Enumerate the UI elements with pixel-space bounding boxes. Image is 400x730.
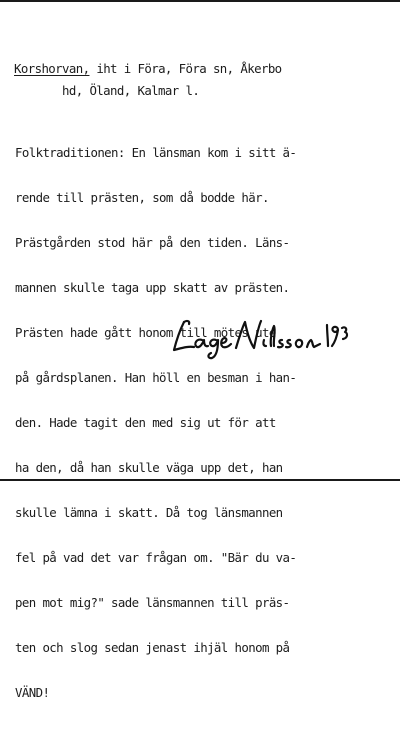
text-line: Folktraditionen: En länsman kom i sitt ä- xyxy=(15,145,297,160)
text-line: mannen skulle taga upp skatt av prästen. xyxy=(15,280,290,295)
tradition-text xyxy=(15,115,296,730)
handwritten-signature xyxy=(170,312,350,360)
header-line-2: hd, Öland, Kalmar l. xyxy=(62,83,200,98)
text-line: rende till prästen, som då bodde här. xyxy=(15,190,269,205)
location-details: iht i Föra, Föra sn, Åkerbo xyxy=(89,61,282,76)
header-line-1 xyxy=(14,61,282,76)
text-line: pen mot mig?" sade länsmannen till präs- xyxy=(15,595,290,610)
text-line: på gårdsplanen. Han höll en besman i han- xyxy=(15,370,297,385)
text-line: ha den, då han skulle väga upp det, han xyxy=(15,460,283,475)
place-name: Korshorvan, xyxy=(14,61,90,76)
text-line: Prästen hade gått honom till mötes ute xyxy=(15,325,276,340)
text-line: den. Hade tagit den med sig ut för att xyxy=(15,415,276,430)
text-line: skulle lämna i skatt. Då tog länsmannen xyxy=(15,505,283,520)
text-line: ten och slog sedan jenast ihjäl honom på xyxy=(15,640,290,655)
turn-over-note: VÄND! xyxy=(15,685,50,700)
card-top-edge xyxy=(0,0,400,2)
text-line: fel på vad det var frågan om. "Bär du va- xyxy=(15,550,297,565)
text-line: Prästgården stod här på den tiden. Läns- xyxy=(15,235,290,250)
